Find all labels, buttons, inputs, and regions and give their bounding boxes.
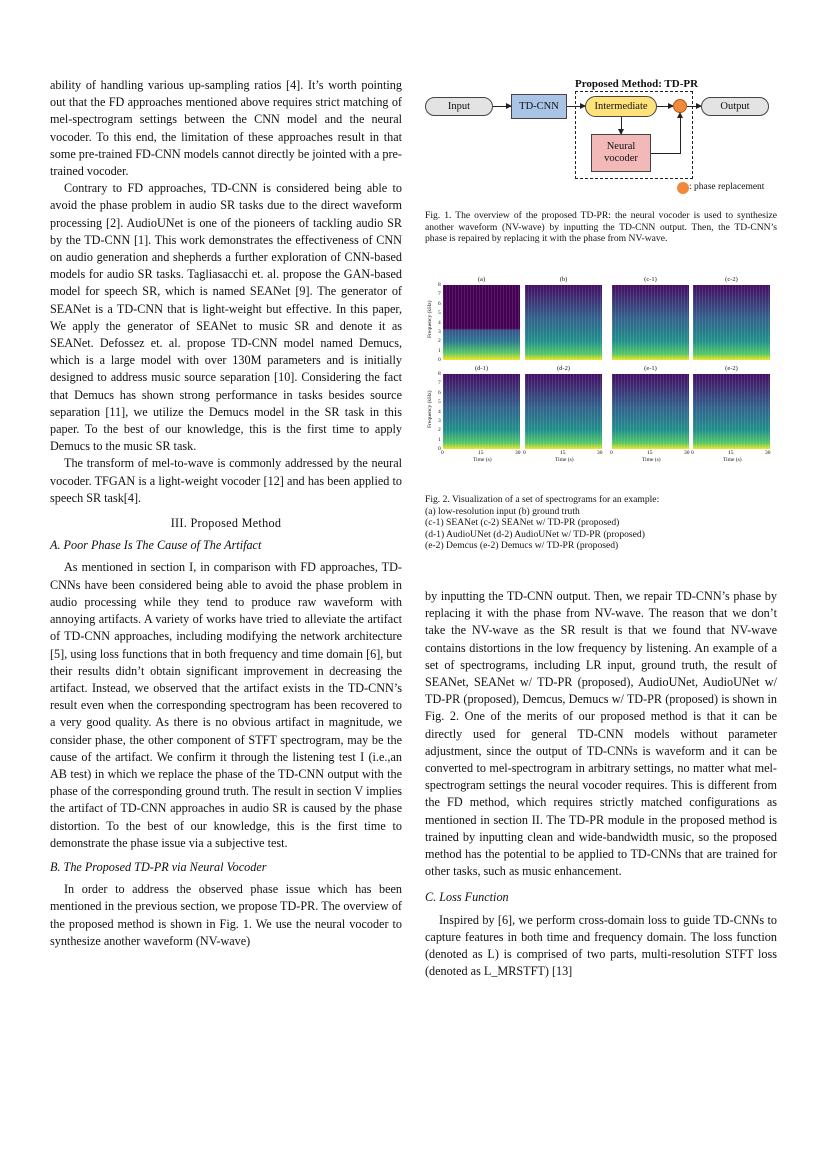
vocoder-label-line1: Neural [606,141,636,152]
subsection-heading: A. Poor Phase Is The Cause of The Artifact [50,538,262,553]
figure-1-title: Proposed Method: TD-PR [575,78,699,90]
y-tick-label: 4 [438,408,441,415]
spectrogram-b [525,285,602,360]
panel-label: (e-1) [644,365,657,372]
td-cnn-node: TD-CNN [511,94,567,119]
panel-label: (b) [559,276,568,283]
x-tick-label: 0 [691,450,694,456]
panel-label: (a) [477,276,486,283]
panel-label: (d-2) [557,365,570,372]
x-tick-label: 0 [523,450,526,456]
y-tick-label: 3 [438,417,441,424]
left-column [50,77,402,950]
y-tick-label: 0 [438,446,441,452]
spectrogram-c1 [612,285,689,360]
arrow [687,106,701,107]
x-tick-label: 30 [515,450,521,456]
section-heading: III. Proposed Method [170,516,282,531]
vocoder-label-line2: vocoder [604,153,638,164]
spectrogram-e2 [693,374,770,449]
paragraph: The transform of mel-to-wave is commonly addressed by the neural vocoder. TFGAN is a light-weight vocoder [12] and has been applied to speech SR task[4]. [50,456,402,505]
neural-vocoder-node [591,134,651,172]
x-tick-label: 30 [765,450,771,456]
spectrogram-d2 [525,374,602,449]
x-tick-label: 15 [560,450,566,456]
arrow [493,106,511,107]
paragraph: ability of handling various up-sampling ratios [4]. It’s worth pointing out that the FD approaches mentioned above requires strict matching of mel-spectrogram settings between the CNN model and the neural vocoder. To this end, the limitation of these approaches result in that some pre-trained FD-CNN models cannot directly be jointed with a pre-trained vocoder. [50,78,402,179]
intermediate-node: Intermediate [585,96,657,117]
y-tick-label: 6 [438,300,441,307]
panel-label: (e-2) [725,365,738,372]
panel-label: (c-2) [725,276,738,283]
figure-2-spectrograms [425,276,777,472]
y-tick-label: 6 [438,389,441,396]
x-tick-label: 0 [610,450,613,456]
panel-label: (c-1) [644,276,657,283]
x-tick-label: 15 [478,450,484,456]
x-tick-label: 15 [647,450,653,456]
legend-text: : phase replacement [689,182,765,192]
input-node: Input [425,97,493,116]
y-axis-label: Frequency (kHz) [427,300,433,338]
y-tick-label: 1 [438,436,441,443]
paragraph: Contrary to FD approaches, TD-CNN is considered being able to avoid the phase problem in audio SR tasks due to the direct waveform processing [2]. AudioUNet is one of the pioneers of tackling audio SR by the TD-CNN [1]. This work demonstrates the effectiveness of CNN on audio generation and shepherds a further exploration of CNN-based models for audio SR tasks. Tagliasacchi et. al. propose the GAN-based model for speech SR, which is named SEANet [9]. The generator of SEANet is a TD-CNN that is light-weight but effective. In this paper, We apply the generator of SEANet to music SR and denote it as SEANet. Defossez et. al. propose TD-CNN model named Demucs, which is a large model with over 130M parameters and is initially designed to address music source separation [10]. Considering the fact that Demucs has shown strong performance in tasks besides source separation [11], we utilize the Demucs model in the SR task in this paper. To the best of our knowledge, this is the first time to apply Demucs to the music SR task. [50,181,402,454]
y-tick-label: 8 [438,371,441,377]
figure-1-diagram [425,78,777,200]
phase-replacement-node [673,99,687,113]
spectrogram-a [443,285,520,360]
paragraph: Inspired by [6], we perform cross-domain loss to guide TD-CNNs to capture features in both time and frequency domain. The loss function (denoted as L) is comprised of two parts, multi-resolution STFT loss (denoted as L_MRSTFT) [13] [425,912,777,979]
caption-line: Fig. 2. Visualization of a set of spectrograms for an example: [425,494,660,505]
arrow [567,106,585,107]
y-tick-label: 4 [438,319,441,326]
x-axis-label: Time (s) [473,457,492,463]
arrow-head [677,112,683,118]
subsection-heading: B. The Proposed TD-PR via Neural Vocoder [50,859,267,874]
phase-replacement-legend-icon [677,182,689,194]
x-axis-label: Time (s) [642,457,661,463]
caption-line: (e-2) Demcus (e-2) Demucs w/ TD-PR (proposed) [425,540,619,552]
figure-1-caption: Fig. 1. The overview of the proposed TD-PR: the neural vocoder is used to synthesize another waveform (NV-wave) by inputting the TD-CNN output. Then, the TD-CNN’s phase is repaired by replacing it with the phase from NV-wave. [425,210,777,245]
caption-line: (a) low-resolution input (b) ground truth [425,505,580,517]
x-tick-label: 30 [684,450,690,456]
arrow [621,117,622,134]
x-tick-label: 0 [441,450,444,456]
spectrogram-d1 [443,374,520,449]
subsection-heading: C. Loss Function [425,890,509,905]
y-tick-label: 3 [438,328,441,335]
figure-2-caption-block [425,494,777,552]
y-tick-label: 7 [438,291,441,298]
y-axis-label: Frequency (kHz) [427,390,433,428]
paragraph: by inputting the TD-CNN output. Then, we repair TD-CNN’s phase by replacing it with the phase from NV-wave. The reason that we don’t take the NV-wave as the SR result is that we found that NV-wave contains distortions in the low frequency by listening. An example of a set of spectrograms, including LR input, ground truth, the result of SEANet, SEANet w/ TD-PR (proposed), AudioUNet, AudioUNet w/ TD-PR (proposed), Demcus, Demucs w/ TD-PR (proposed) is shown in Fig. 2. One of the merits of our proposed method is that it can be directly used for general TD-CNN models without parameter adjustment, since the output of TD-CNNs is waveform and it can be converted to mel-spectrogram in arbitrary settings, no matter what mel-spectrogram settings the neural vocoder requires. This is different from the FD method, which requires strictly matched configurations as mentioned in section II. The TD-PR module in the proposed method is trained by inputting clean and wide-bandwidth music, so the proposed method has the potential to be applied to TD-CNNs that are trained for other tasks, such as music enhancement. [425,589,777,879]
paragraph: As mentioned in section I, in comparison with FD approaches, TD-CNNs have been considered being able to avoid the phase problem in audio processing while they tend to produce raw waveform with annoying artifacts. A variety of works have tried to alleviate the artifact of TD-CNN approaches, including modifying the network architecture [5], using loss functions that in both frequency and time domain [6], but their results didn’t obtain significant improvement in decreasing the artifact. Instead, we observed that the artifact exists in the TD-CNN’s result even when the corresponding spectrogram has been recovered to a very good quality. As there is no obvious artifact in magnitude, we consider phase, the other component of STFT spectrogram, may be the cause of the artifact. We confirm it through the listening test I (i.e.,an AB test) in which we replace the phase of the TD-CNN output with the phase of the corresponding ground truth. The result in section V implies the artifact of TD-CNN approaches in audio SR is caused by the phase distortion. To the best of our knowledge, this is the first time to demonstrate the phase issue via a subjective test. [50,560,402,850]
y-tick-label: 5 [438,310,441,317]
x-axis-label: Time (s) [555,457,574,463]
y-tick-label: 7 [438,380,441,387]
connector [651,153,680,154]
panel-label: (d-1) [475,365,488,372]
x-tick-label: 30 [597,450,603,456]
connector [680,114,681,154]
x-axis-label: Time (s) [723,457,742,463]
caption-line: (d-1) AudioUNet (d-2) AudioUNet w/ TD-PR (proposed) [425,528,645,540]
y-tick-label: 2 [438,338,441,345]
y-tick-label: 2 [438,427,441,434]
right-column [425,588,777,980]
spectrogram-c2 [693,285,770,360]
y-tick-label: 8 [438,282,441,288]
paragraph: In order to address the observed phase issue which has been mentioned in the previous section, we propose TD-PR. The overview of the proposed method is shown in Fig. 1. We use the neural vocoder to synthesize another waveform (NV-wave) [50,882,402,948]
y-tick-label: 0 [438,357,441,363]
x-tick-label: 15 [728,450,734,456]
figure-1-caption-block [425,210,777,245]
arrow [657,106,673,107]
y-tick-label: 1 [438,347,441,354]
caption-line: (c-1) SEANet (c-2) SEANet w/ TD-PR (proposed) [425,517,620,529]
spectrogram-e1 [612,374,689,449]
output-node: Output [701,97,769,116]
y-tick-label: 5 [438,399,441,406]
